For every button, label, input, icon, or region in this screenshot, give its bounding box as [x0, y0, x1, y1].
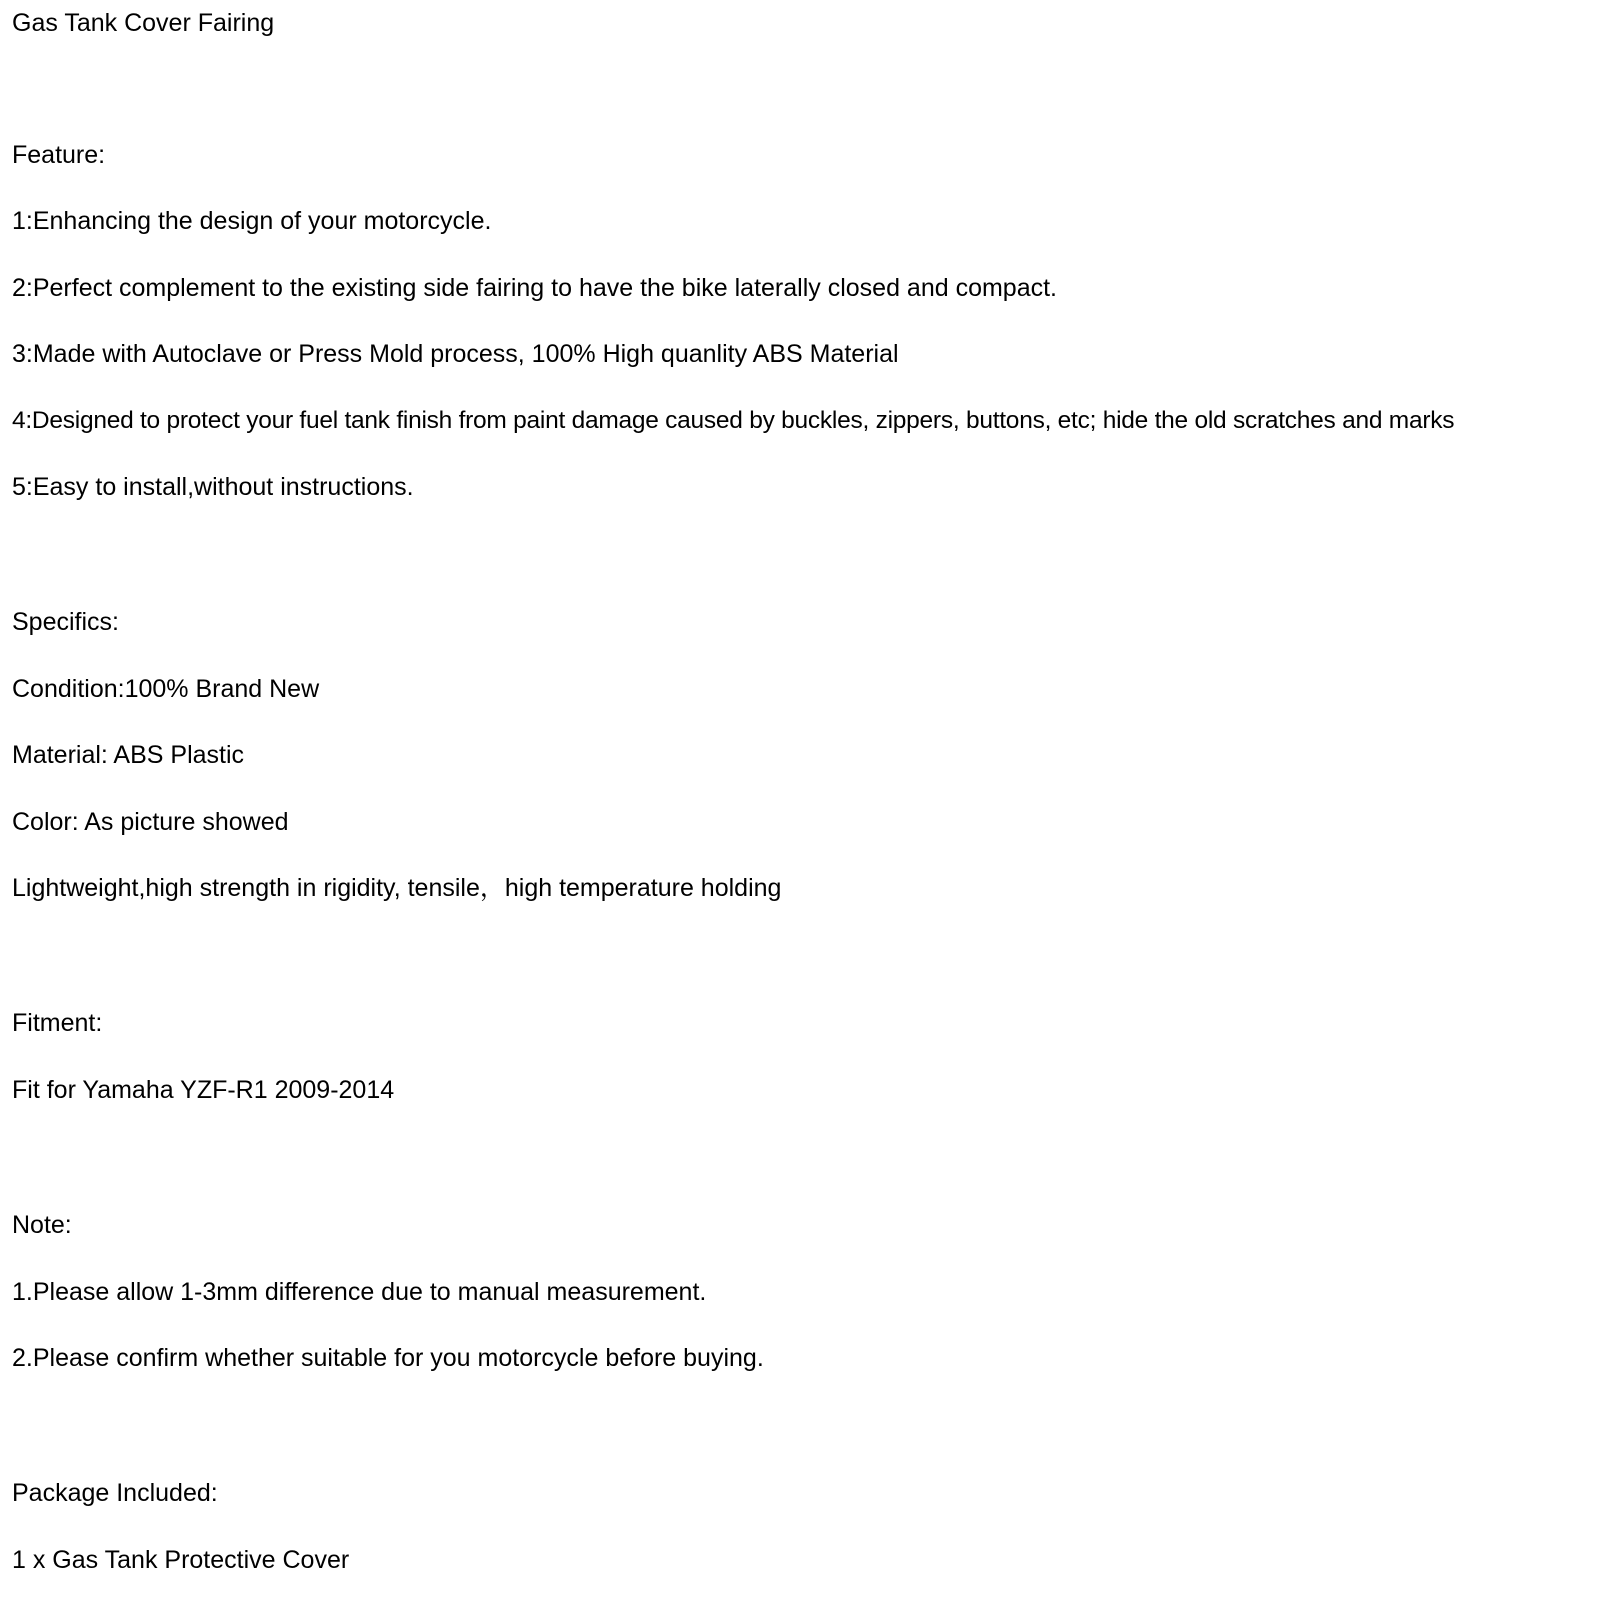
specifics-item: Condition:100% Brand New — [12, 675, 320, 703]
fitment-heading: Fitment: — [12, 1009, 103, 1037]
note-item: 2.Please confirm whether suitable for you motorcycle before buying. — [12, 1344, 764, 1372]
specifics-heading: Specifics: — [12, 608, 119, 636]
feature-item: 5:Easy to install,without instructions. — [12, 473, 414, 501]
package-item: 1 x Gas Tank Protective Cover — [12, 1546, 350, 1574]
specifics-item: Color: As picture showed — [12, 808, 289, 836]
package-heading: Package Included: — [12, 1479, 218, 1507]
specifics-item: Lightweight,high strength in rigidity, tensile，high temperature holding — [12, 874, 782, 902]
feature-item: 4:Designed to protect your fuel tank finish from paint damage caused by buckles, zippers, buttons, etc; hide the old scratches and marks — [12, 407, 1455, 434]
feature-item: 1:Enhancing the design of your motorcycle. — [12, 207, 492, 235]
note-item: 1.Please allow 1-3mm difference due to manual measurement. — [12, 1278, 707, 1306]
fitment-item: Fit for Yamaha YZF-R1 2009-2014 — [12, 1076, 395, 1104]
note-heading: Note: — [12, 1211, 72, 1239]
feature-heading: Feature: — [12, 141, 106, 169]
specifics-item: Material: ABS Plastic — [12, 741, 245, 769]
feature-item: 3:Made with Autoclave or Press Mold process, 100% High quanlity ABS Material — [12, 340, 899, 368]
feature-item: 2:Perfect complement to the existing side fairing to have the bike laterally closed and compact. — [12, 274, 1058, 302]
product-title: Gas Tank Cover Fairing — [12, 9, 275, 37]
